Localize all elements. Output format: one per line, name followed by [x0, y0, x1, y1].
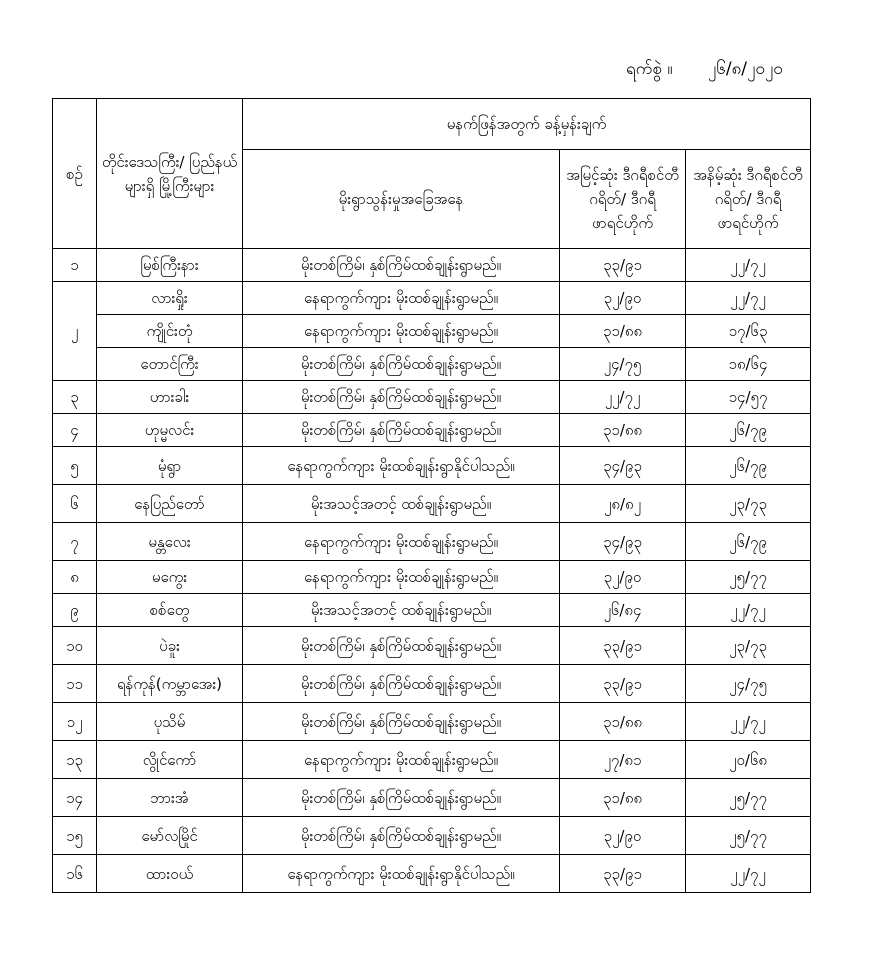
row-max-temp: ၂၇/၈၁	[560, 741, 686, 779]
row-serial: ၆	[53, 485, 97, 523]
table-row	[53, 594, 811, 627]
row-condition: မိုးအသင့်အတင့် ထစ်ချုန်းရွာမည်။	[243, 485, 560, 523]
table-row	[53, 414, 811, 447]
row-min-temp: ၂၀/၆၈	[686, 741, 811, 779]
row-min-temp: ၂၂/၇၂	[686, 249, 811, 282]
row-condition: မိုးအသင့်အတင့် ထစ်ချုန်းရွာမည်။	[243, 594, 560, 627]
row-city: မော်လမြိုင်	[97, 817, 243, 855]
row-serial: ၇	[53, 523, 97, 561]
row-condition: နေရာကွက်ကျား မိုးထစ်ချုန်းရွာမည်။	[243, 282, 560, 315]
row-min-temp: ၂၃/၇၃	[686, 627, 811, 665]
row-serial: ၁၆	[53, 855, 97, 893]
row-city: ထားဝယ်	[97, 855, 243, 893]
table-row	[53, 249, 811, 282]
row-condition: နေရာကွက်ကျား မိုးထစ်ချုန်းရွာမည်။	[243, 523, 560, 561]
row-min-temp: ၂၂/၇၂	[686, 703, 811, 741]
row-condition: နေရာကွက်ကျား မိုးထစ်ချုန်းရွာနိုင်ပါသည်။	[243, 447, 560, 485]
row-serial: ၁၁	[53, 665, 97, 703]
row-serial: ၁၀	[53, 627, 97, 665]
row-serial: ၁	[53, 249, 97, 282]
row-serial: ၁၃	[53, 741, 97, 779]
table-row	[53, 315, 811, 348]
row-min-temp: ၂၂/၇၂	[686, 282, 811, 315]
row-min-temp: ၂၂/၇၂	[686, 855, 811, 893]
row-condition: နေရာကွက်ကျား မိုးထစ်ချုန်းရွာမည်။	[243, 561, 560, 594]
row-max-temp: ၃၄/၉၃	[560, 523, 686, 561]
row-city: တောင်ကြီး	[97, 348, 243, 381]
row-max-temp: ၃၁/၈၈	[560, 414, 686, 447]
row-max-temp: ၃၂/၉၀	[560, 561, 686, 594]
header-max-temp: အမြင့်ဆုံး ဒီဂရီစင်တီဂရိတ်/ ဒီဂရီဖာရင်ဟိုက်	[560, 150, 686, 249]
row-city: ပုသိမ်	[97, 703, 243, 741]
row-city: ရန်ကုန်(ကမ္ဘာအေး)	[97, 665, 243, 703]
table-row	[53, 447, 811, 485]
table-row	[53, 703, 811, 741]
row-city: ဟားခါး	[97, 381, 243, 414]
header-rain-condition: မိုးရွာသွန်းမှုအခြေအနေ	[243, 150, 560, 249]
row-max-temp: ၃၁/၈၈	[560, 315, 686, 348]
row-condition: မိုးတစ်ကြိမ်၊ နှစ်ကြိမ်ထစ်ချုန်းရွာမည်။	[243, 779, 560, 817]
row-city: လွိုင်ကော်	[97, 741, 243, 779]
row-serial: ၃	[53, 381, 97, 414]
date-value: ၂၆/၈/၂၀၂၀	[707, 59, 783, 79]
header-serial: စဉ်	[53, 99, 97, 249]
table-row	[53, 282, 811, 315]
row-city: လားရှိုး	[97, 282, 243, 315]
forecast-table	[52, 98, 811, 893]
row-condition: မိုးတစ်ကြိမ်၊ နှစ်ကြိမ်ထစ်ချုန်းရွာမည်။	[243, 817, 560, 855]
row-max-temp: ၂၂/၇၂	[560, 381, 686, 414]
table-row	[53, 348, 811, 381]
date-label: ရက်စွဲ ။	[626, 59, 673, 79]
row-city: ဟုမ္မလင်း	[97, 414, 243, 447]
table-row	[53, 855, 811, 893]
table-row	[53, 779, 811, 817]
row-city: နေပြည်တော်	[97, 485, 243, 523]
row-serial: ၈	[53, 561, 97, 594]
header-forecast-group: မနက်ဖြန်အတွက် ခန့်မှန်းချက်	[243, 99, 811, 150]
row-serial: ၅	[53, 447, 97, 485]
row-min-temp: ၁၈/၆၄	[686, 348, 811, 381]
row-min-temp: ၂၆/၇၉	[686, 447, 811, 485]
row-city: ဘားအံ	[97, 779, 243, 817]
row-min-temp: ၂၅/၇၇	[686, 561, 811, 594]
row-max-temp: ၂၈/၈၂	[560, 485, 686, 523]
row-max-temp: ၃၁/၈၈	[560, 703, 686, 741]
row-city: စစ်တွေ	[97, 594, 243, 627]
row-city: မြစ်ကြီးနား	[97, 249, 243, 282]
row-max-temp: ၃၁/၈၈	[560, 779, 686, 817]
row-max-temp: ၃၃/၉၁	[560, 665, 686, 703]
row-max-temp: ၃၂/၉၀	[560, 282, 686, 315]
row-max-temp: ၂၆/၈၄	[560, 594, 686, 627]
row-condition: မိုးတစ်ကြိမ်၊ နှစ်ကြိမ်ထစ်ချုန်းရွာမည်။	[243, 348, 560, 381]
row-max-temp: ၃၃/၉၁	[560, 249, 686, 282]
row-condition: မိုးတစ်ကြိမ်၊ နှစ်ကြိမ်ထစ်ချုန်းရွာမည်။	[243, 703, 560, 741]
row-min-temp: ၂၅/၇၇	[686, 779, 811, 817]
row-condition: မိုးတစ်ကြိမ်၊ နှစ်ကြိမ်ထစ်ချုန်းရွာမည်။	[243, 249, 560, 282]
row-city: ကျိုင်းတုံ	[97, 315, 243, 348]
header-city: တိုင်းဒေသကြီး/ ပြည်နယ်များရှိ မြို့ကြီးများ	[97, 99, 243, 249]
row-city: ပဲခူး	[97, 627, 243, 665]
row-serial: ၂	[53, 282, 97, 381]
table-row	[53, 627, 811, 665]
row-serial: ၁၅	[53, 817, 97, 855]
row-condition: နေရာကွက်ကျား မိုးထစ်ချုန်းရွာမည်။	[243, 741, 560, 779]
header-min-temp: အနိမ့်ဆုံး ဒီဂရီစင်တီဂရိတ်/ ဒီဂရီဖာရင်ဟိုက်	[686, 150, 811, 249]
row-condition: မိုးတစ်ကြိမ်၊ နှစ်ကြိမ်ထစ်ချုန်းရွာမည်။	[243, 627, 560, 665]
row-serial: ၉	[53, 594, 97, 627]
table-row	[53, 561, 811, 594]
table-row	[53, 817, 811, 855]
row-condition: မိုးတစ်ကြိမ်၊ နှစ်ကြိမ်ထစ်ချုန်းရွာမည်။	[243, 381, 560, 414]
row-max-temp: ၃၄/၉၃	[560, 447, 686, 485]
row-min-temp: ၁၇/၆၃	[686, 315, 811, 348]
date-line	[626, 58, 783, 83]
row-min-temp: ၂၅/၇၇	[686, 817, 811, 855]
row-condition: နေရာကွက်ကျား မိုးထစ်ချုန်းရွာနိုင်ပါသည်။	[243, 855, 560, 893]
row-min-temp: ၂၆/၇၉	[686, 414, 811, 447]
row-max-temp: ၃၂/၉၀	[560, 817, 686, 855]
table-row	[53, 741, 811, 779]
row-min-temp: ၂၂/၇၂	[686, 594, 811, 627]
row-max-temp: ၃၃/၉၁	[560, 627, 686, 665]
row-max-temp: ၂၄/၇၅	[560, 348, 686, 381]
row-max-temp: ၃၃/၉၁	[560, 855, 686, 893]
row-min-temp: ၂၆/၇၉	[686, 523, 811, 561]
row-min-temp: ၂၄/၇၅	[686, 665, 811, 703]
table-row	[53, 665, 811, 703]
row-min-temp: ၂၃/၇၃	[686, 485, 811, 523]
table-row	[53, 485, 811, 523]
row-serial: ၁၄	[53, 779, 97, 817]
row-condition: မိုးတစ်ကြိမ်၊ နှစ်ကြိမ်ထစ်ချုန်းရွာမည်။	[243, 665, 560, 703]
row-serial: ၁၂	[53, 703, 97, 741]
row-condition: နေရာကွက်ကျား မိုးထစ်ချုန်းရွာမည်။	[243, 315, 560, 348]
row-min-temp: ၁၄/၅၇	[686, 381, 811, 414]
table-row	[53, 381, 811, 414]
row-city: မန္တလေး	[97, 523, 243, 561]
row-condition: မိုးတစ်ကြိမ်၊ နှစ်ကြိမ်ထစ်ချုန်းရွာမည်။	[243, 414, 560, 447]
row-serial: ၄	[53, 414, 97, 447]
row-city: မကွေး	[97, 561, 243, 594]
table-row	[53, 523, 811, 561]
row-city: မုံရွာ	[97, 447, 243, 485]
